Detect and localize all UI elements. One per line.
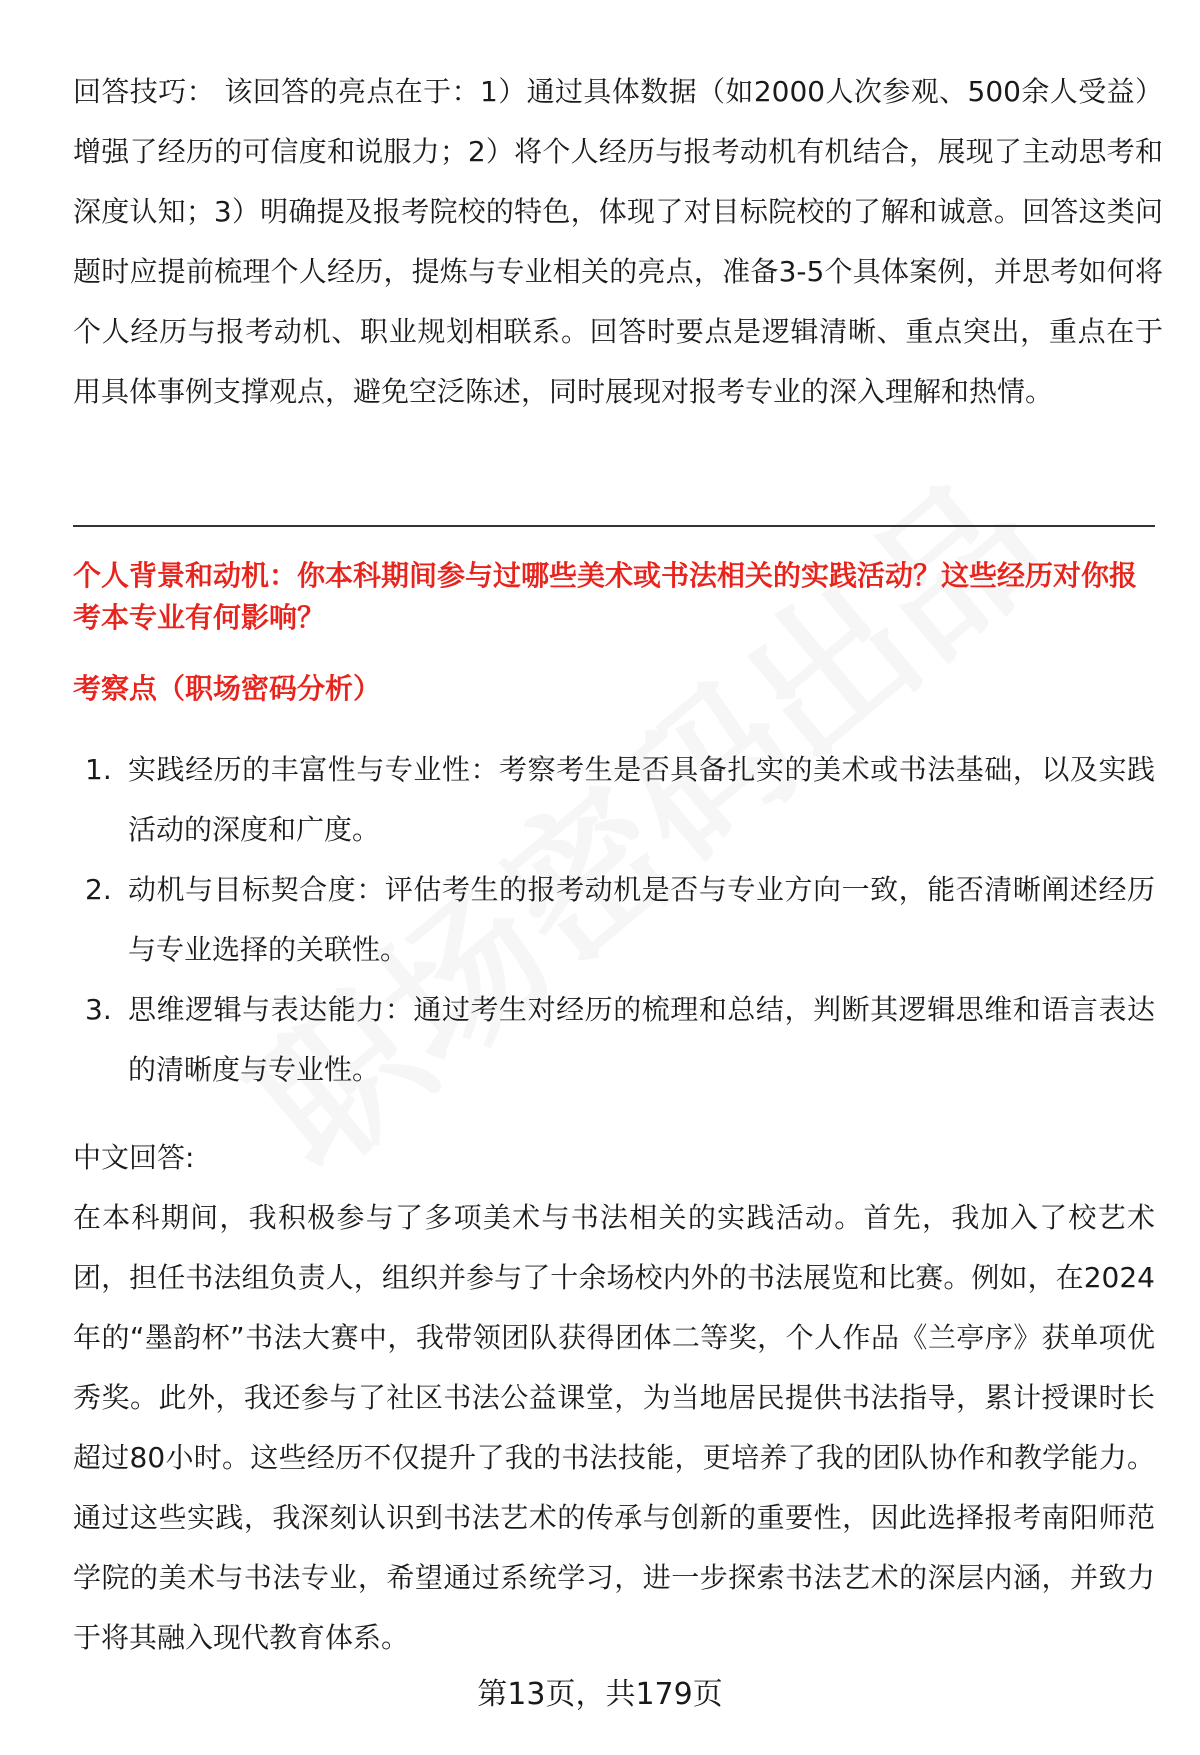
focus-point-text: 实践经历的丰富性与专业性：考察考生是否具备扎实的美术或书法基础，以及实践活动的深度和广度。 xyxy=(128,753,1155,846)
question-title: 个人背景和动机：你本科期间参与过哪些美术或书法相关的实践活动？这些经历对你报考本专业有何影响？ xyxy=(73,559,1138,634)
focus-point xyxy=(73,980,1155,1100)
focus-point-text: 思维逻辑与表达能力：通过考生对经历的梳理和总结，判断其逻辑思维和语言表达的清晰度与专业性。 xyxy=(128,993,1155,1086)
answer-section xyxy=(73,1128,1155,1668)
list-number: 2. xyxy=(85,873,112,906)
focus-point xyxy=(73,860,1155,980)
answer-text: 在本科期间，我积极参与了多项美术与书法相关的实践活动。首先，我加入了校艺术团，担任书法组负责人，组织并参与了十余场校内外的书法展览和比赛。例如，在2024年的“墨韵杯”书法大赛中，我带领团队获得团体二等奖，个人作品《兰亭序》获单项优秀奖。此外，我还参与了社区书法公益课堂，为当地居民提供书法指导，累计授课时长超过80小时。这些经历不仅提升了我的书法技能，更培养了我的团队协作和教学能力。通过这些实践，我深刻认识到书法艺术的传承与创新的重要性，因此选择报考南阳师范学院的美术与书法专业，希望通过系统学习，进一步探索书法艺术的深层内涵，并致力于将其融入现代教育体系。 xyxy=(73,1201,1155,1654)
intro-section xyxy=(73,62,1163,422)
focus-point-text: 动机与目标契合度：评估考生的报考动机是否与专业方向一致，能否清晰阐述经历与专业选择的关联性。 xyxy=(128,873,1155,966)
focus-points-list xyxy=(73,740,1155,1100)
list-number: 1. xyxy=(85,753,112,786)
section-divider xyxy=(73,525,1155,527)
list-number: 3. xyxy=(85,993,112,1026)
answer-label: 中文回答: xyxy=(73,1141,195,1174)
focus-point xyxy=(73,740,1155,860)
page-footer: 第13页，共179页 xyxy=(477,1677,723,1712)
tips-paragraph: 回答技巧： 该回答的亮点在于：1）通过具体数据（如2000人次参观、500余人受益）增强了经历的可信度和说服力；2）将个人经历与报考动机有机结合，展现了主动思考和深度认知；3）明确提及报考院校的特色，体现了对目标院校的了解和诚意。回答这类问题时应提前梳理个人经历，提炼与专业相关的亮点，准备3-5个具体案例，并思考如何将个人经历与报考动机、职业规划相联系。回答时要点是逻辑清晰、重点突出，重点在于用具体事例支撑观点，避免空泛陈述，同时展现对报考专业的深入理解和热情。 xyxy=(73,75,1163,408)
focus-heading: 考察点（职场密码分析） xyxy=(73,672,382,705)
